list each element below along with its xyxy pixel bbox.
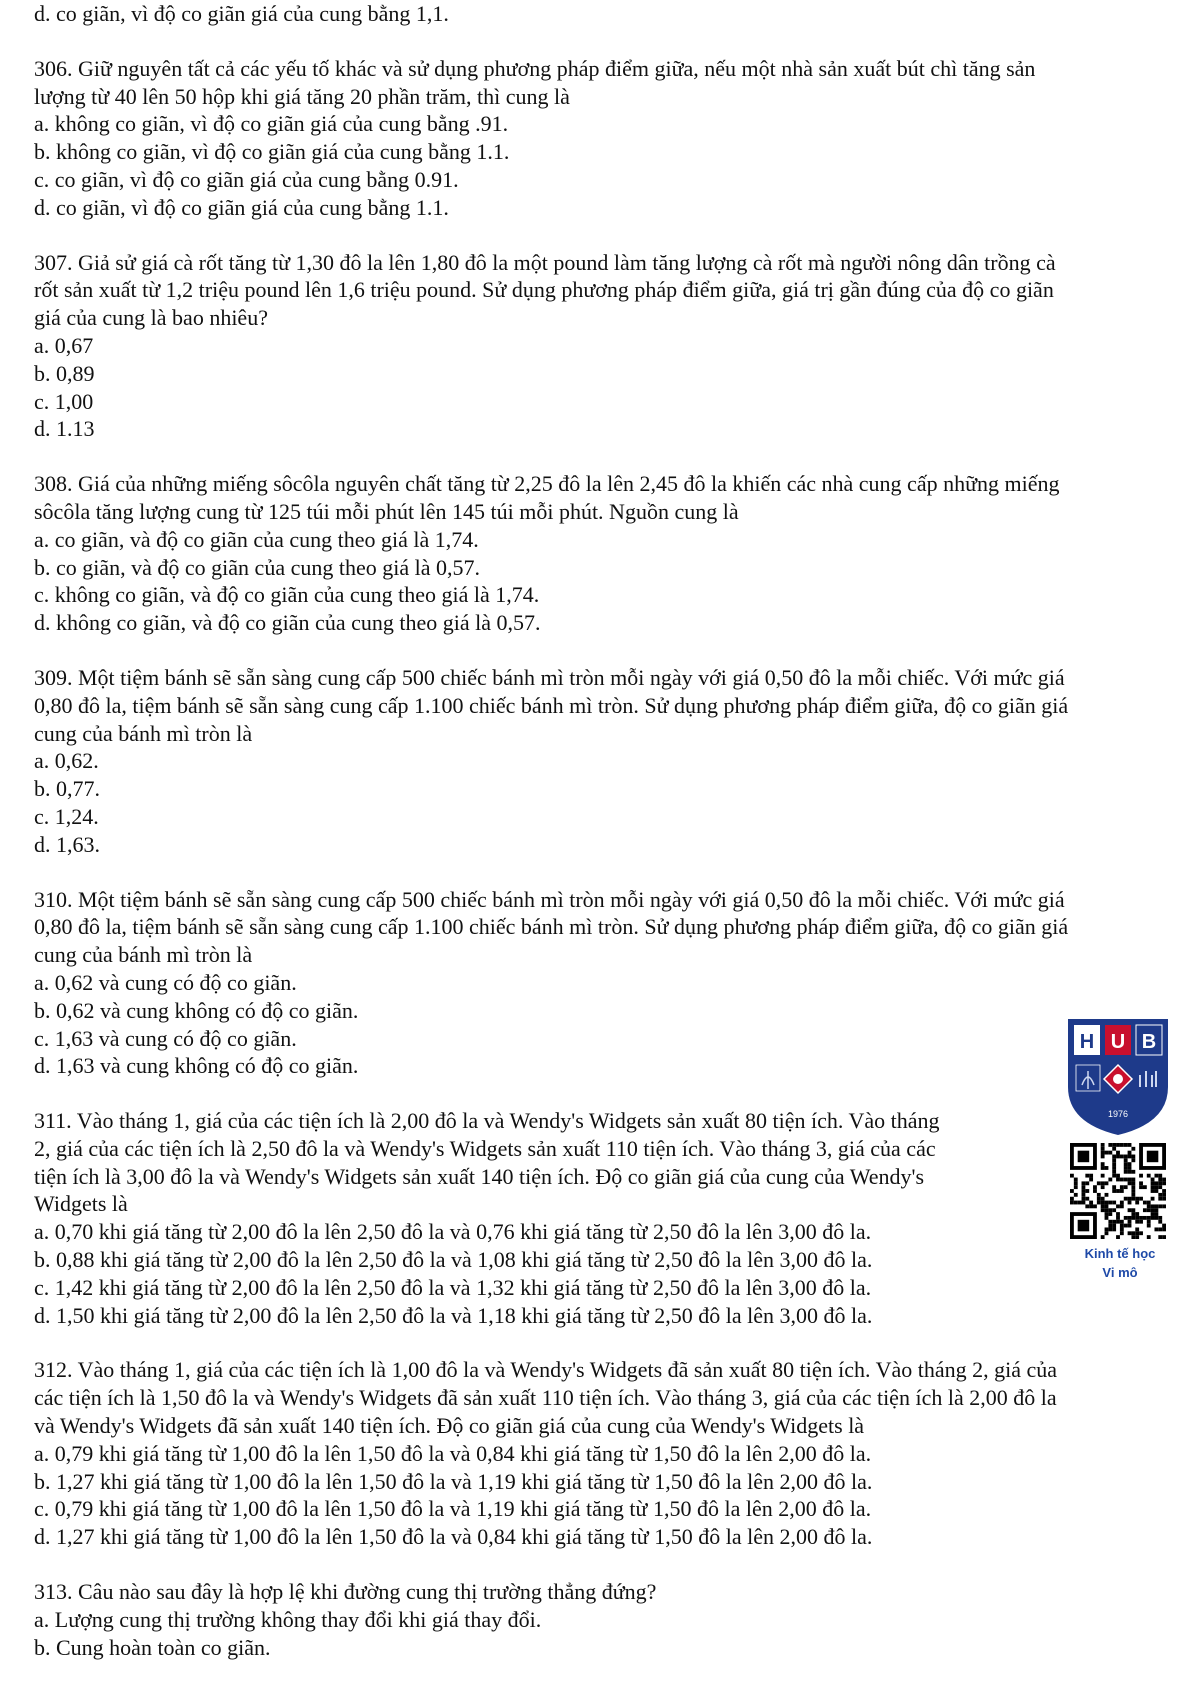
question-stem-line: 307. Giả sử giá cà rốt tăng từ 1,30 đô la lên 1,80 đô la một pound làm tăng lượng cà rốt mà người nông dân trồng cà — [34, 249, 1056, 275]
question-stem-line: rốt sản xuất từ 1,2 triệu pound lên 1,6 triệu pound. Sử dụng phương pháp điểm giữa, giá trị gần đúng của độ co giãn — [34, 277, 1054, 303]
question-gap — [34, 1329, 1164, 1356]
answer-option: a. 0,70 khi giá tăng từ 2,00 đô la lên 2,50 đô la và 0,76 khi giá tăng từ 2,50 đô la lên 3,00 đô la. — [34, 1219, 872, 1245]
logo-letter-h: H — [1079, 1031, 1095, 1053]
question-310 — [34, 886, 1164, 1081]
question-stem-line: 309. Một tiệm bánh sẽ sẵn sàng cung cấp 500 chiếc bánh mì tròn mỗi ngày với giá 0,50 đô la mỗi chiếc. Với mức giá — [34, 664, 1065, 690]
question-312 — [34, 1356, 1164, 1551]
logo-letter-u: U — [1110, 1031, 1126, 1053]
question-stem-line: 2, giá của các tiện ích là 2,50 đô la và Wendy's Widgets sản xuất 110 tiện ích. Vào tháng 3, giá của các — [34, 1135, 936, 1161]
question-309 — [34, 664, 1164, 859]
answer-option: d. 1,63 và cung không có độ co giãn. — [34, 1053, 359, 1079]
question-stem-line: sôcôla tăng lượng cung từ 125 túi mỗi phút lên 145 túi mỗi phút. Nguồn cung là — [34, 498, 739, 524]
question-stem-line: 311. Vào tháng 1, giá của các tiện ích là 2,00 đô la và Wendy's Widgets sản xuất 80 tiện ích. Vào tháng — [34, 1108, 940, 1134]
question-gap — [34, 28, 1164, 55]
question-stem-line: 313. Câu nào sau đây là hợp lệ khi đường cung thị trường thẳng đứng? — [34, 1579, 657, 1605]
question-gap — [34, 443, 1164, 470]
answer-option: a. không co giãn, vì độ co giãn giá của cung bằng .91. — [34, 111, 509, 137]
question-gap — [34, 859, 1164, 886]
question-stem-line: các tiện ích là 1,50 đô la và Wendy's Widgets đã sản xuất 110 tiện ích. Vào tháng 3, giá của các tiện ích là 2,00 đô la — [34, 1385, 1057, 1411]
question-gap — [34, 637, 1164, 664]
logo-letter-b: B — [1141, 1031, 1157, 1053]
answer-option: b. 1,27 khi giá tăng từ 1,00 đô la lên 1,50 đô la và 1,19 khi giá tăng từ 1,50 đô la lên 2,00 đô la. — [34, 1468, 873, 1494]
answer-option: a. co giãn, và độ co giãn của cung theo giá là 1,74. — [34, 526, 479, 552]
answer-option: a. 0,62. — [34, 748, 99, 774]
hub-logo — [1064, 1005, 1172, 1142]
answer-option: c. 0,79 khi giá tăng từ 1,00 đô la lên 1,50 đô la và 1,19 khi giá tăng từ 1,50 đô la lên 2,00 đô la. — [34, 1496, 872, 1522]
qr-caption-line2: Vi mô — [1102, 1265, 1138, 1280]
question-gap — [34, 1551, 1164, 1578]
question-stem-line: 306. Giữ nguyên tất cả các yếu tố khác và sử dụng phương pháp điểm giữa, nếu một nhà sản xuất bút chì tăng sản — [34, 55, 1036, 81]
question-stem-line: 0,80 đô la, tiệm bánh sẽ sẵn sàng cung cấp 1.100 chiếc bánh mì tròn. Sử dụng phương pháp điểm giữa, độ co giãn giá — [34, 914, 1069, 940]
qr-code — [1070, 1143, 1166, 1239]
question-stem-line: 310. Một tiệm bánh sẽ sẵn sàng cung cấp 500 chiếc bánh mì tròn mỗi ngày với giá 0,50 đô la mỗi chiếc. Với mức giá — [34, 886, 1065, 912]
answer-option: d. co giãn, vì độ co giãn giá của cung bằng 1,1. — [34, 1, 449, 26]
answer-option: a. 0,62 và cung có độ co giãn. — [34, 969, 297, 995]
question-gap — [34, 1080, 1164, 1107]
question-stem-line: cung của bánh mì tròn là — [34, 720, 253, 746]
answer-option: d. không co giãn, và độ co giãn của cung theo giá là 0,57. — [34, 610, 541, 636]
answer-option: c. 1,24. — [34, 803, 99, 829]
answer-option: d. 1.13 — [34, 416, 95, 442]
question-stem-line: tiện ích là 3,00 đô la và Wendy's Widgets sản xuất 140 tiện ích. Độ co giãn giá của cung của Wendy's — [34, 1163, 925, 1189]
answer-option: b. 0,77. — [34, 776, 100, 802]
question-stem-line: lượng từ 40 lên 50 hộp khi giá tăng 20 phần trăm, thì cung là — [34, 83, 570, 109]
question-306 — [34, 55, 1164, 222]
answer-option: d. 1,27 khi giá tăng từ 1,00 đô la lên 1,50 đô la và 0,84 khi giá tăng từ 1,50 đô la lên 2,00 đô la. — [34, 1524, 873, 1550]
document-page — [34, 0, 1164, 1661]
question-stem-line: 312. Vào tháng 1, giá của các tiện ích là 1,00 đô la và Wendy's Widgets đã sản xuất 80 tiện ích. Vào tháng 2, giá của — [34, 1357, 1058, 1383]
answer-option: d. 1,63. — [34, 831, 100, 857]
answer-option: d. 1,50 khi giá tăng từ 2,00 đô la lên 2,50 đô la và 1,18 khi giá tăng từ 2,50 đô la lên 3,00 đô la. — [34, 1302, 873, 1328]
answer-option: b. co giãn, và độ co giãn của cung theo giá là 0,57. — [34, 554, 480, 580]
answer-option: a. 0,79 khi giá tăng từ 1,00 đô la lên 1,50 đô la và 0,84 khi giá tăng từ 1,50 đô la lên 2,00 đô la. — [34, 1440, 872, 1466]
logo-year: 1976 — [1107, 1109, 1129, 1119]
question-311 — [34, 1107, 1164, 1329]
question-307 — [34, 249, 1164, 444]
answer-option: c. 1,00 — [34, 388, 94, 414]
qr-caption-line1: Kinh tế học — [1084, 1246, 1156, 1261]
answer-option: a. Lượng cung thị trường không thay đổi khi giá thay đổi. — [34, 1606, 542, 1632]
answer-option: b. không co giãn, vì độ co giãn giá của cung bằng 1.1. — [34, 139, 510, 165]
answer-option: b. Cung hoàn toàn co giãn. — [34, 1634, 271, 1660]
question-stem-line: cung của bánh mì tròn là — [34, 942, 253, 968]
answer-option: c. 1,63 và cung có độ co giãn. — [34, 1025, 297, 1051]
answer-option: b. 0,62 và cung không có độ co giãn. — [34, 997, 359, 1023]
question-313 — [34, 1578, 1164, 1661]
answer-option: b. 0,89 — [34, 360, 95, 386]
question-stem-line: Widgets là — [34, 1191, 128, 1217]
qr-code-icon — [1070, 1143, 1166, 1239]
question-308 — [34, 470, 1164, 637]
question-305-tail — [34, 0, 1164, 28]
answer-option: a. 0,67 — [34, 332, 94, 358]
question-gap — [34, 222, 1164, 249]
answer-option: c. không co giãn, và độ co giãn của cung theo giá là 1,74. — [34, 582, 540, 608]
hub-shield-icon — [1064, 1005, 1172, 1137]
answer-option: b. 0,88 khi giá tăng từ 2,00 đô la lên 2,50 đô la và 1,08 khi giá tăng từ 2,50 đô la lên 3,00 đô la. — [34, 1247, 873, 1273]
answer-option: c. co giãn, vì độ co giãn giá của cung bằng 0.91. — [34, 166, 459, 192]
answer-option: d. co giãn, vì độ co giãn giá của cung bằng 1.1. — [34, 194, 449, 220]
question-stem-line: và Wendy's Widgets đã sản xuất 140 tiện ích. Độ co giãn giá của cung của Wendy's Widgets là — [34, 1413, 865, 1439]
question-stem-line: 0,80 đô la, tiệm bánh sẽ sẵn sàng cung cấp 1.100 chiếc bánh mì tròn. Sử dụng phương pháp điểm giữa, độ co giãn giá — [34, 692, 1069, 718]
answer-option: c. 1,42 khi giá tăng từ 2,00 đô la lên 2,50 đô la và 1,32 khi giá tăng từ 2,50 đô la lên 3,00 đô la. — [34, 1274, 872, 1300]
question-stem-line: 308. Giá của những miếng sôcôla nguyên chất tăng từ 2,25 đô la lên 2,45 đô la khiến các nhà cung cấp những miếng — [34, 471, 1060, 497]
question-stem-line: giá của cung là bao nhiêu? — [34, 305, 268, 331]
